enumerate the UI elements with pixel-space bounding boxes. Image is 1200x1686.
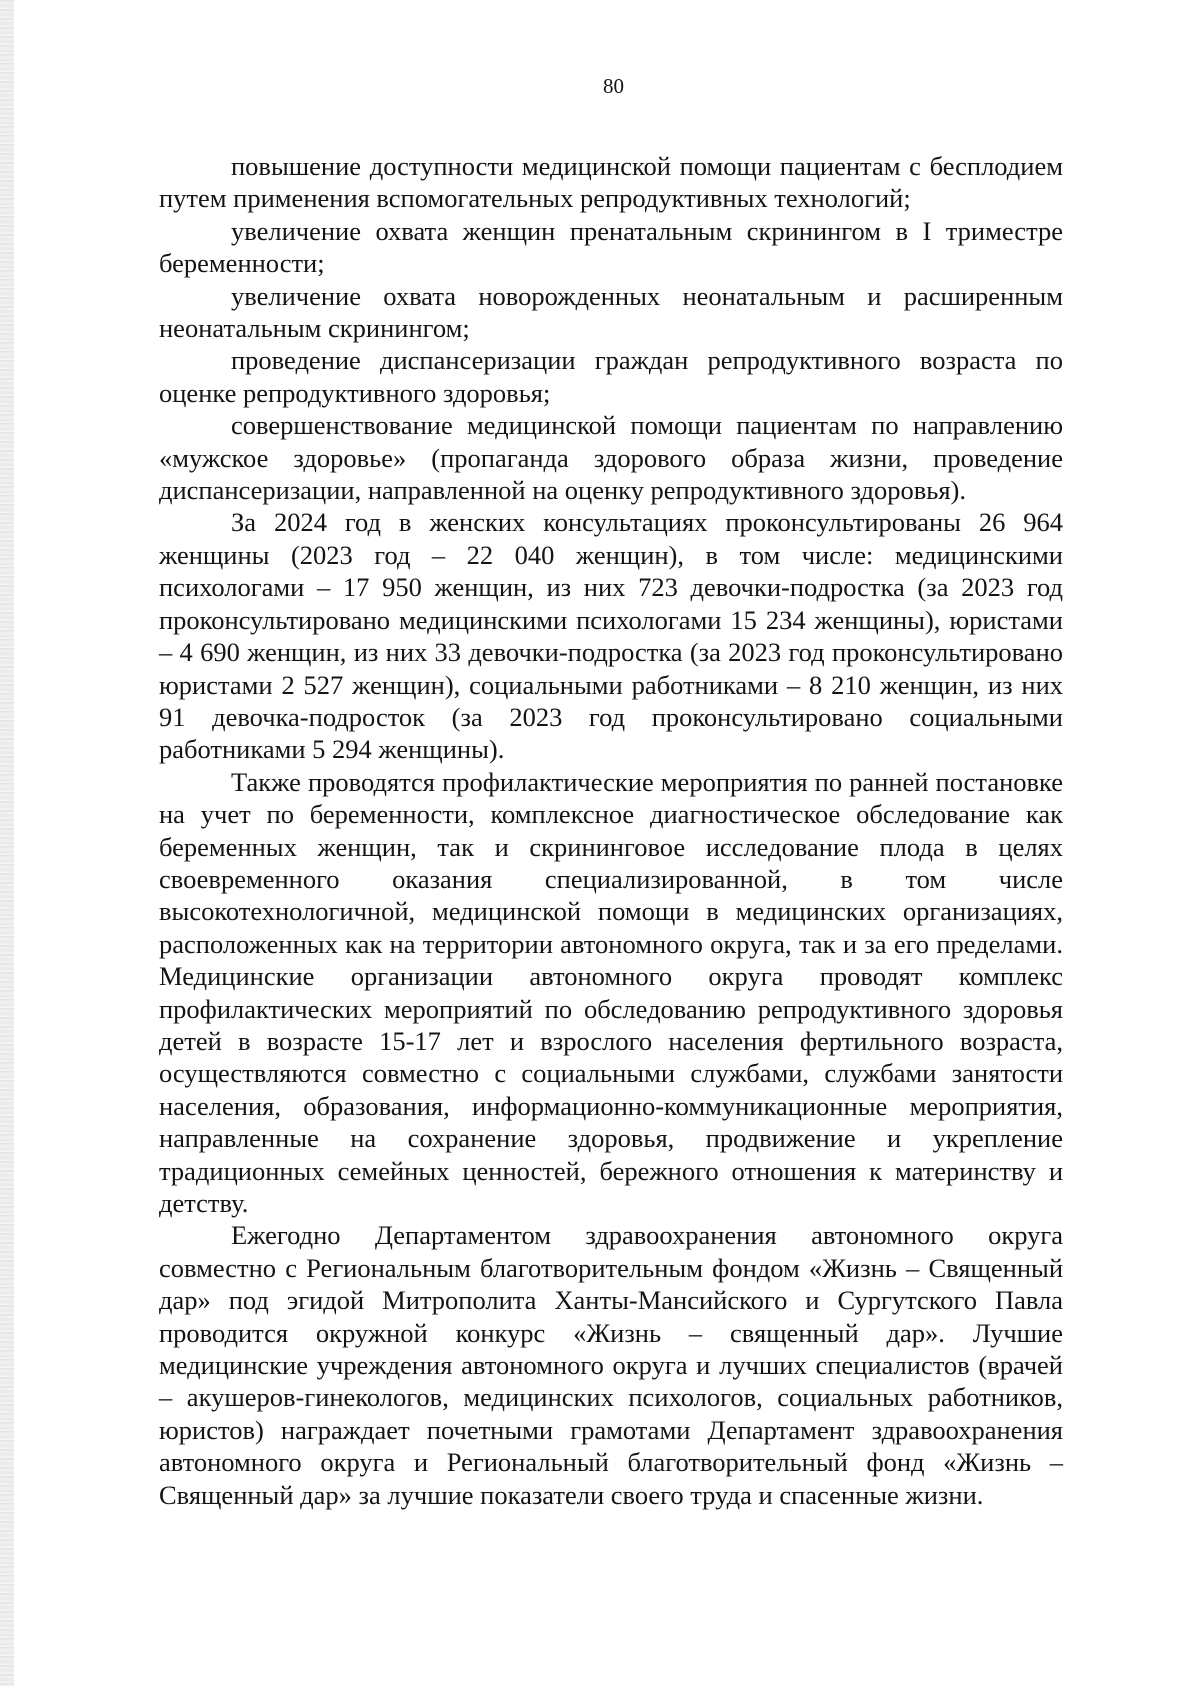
paragraph-consultations-2024: За 2024 год в женских консультациях проконсультированы 26 964 женщины (2023 год – 22 040 женщин), в том числе: медицинскими психологами – 17 950 женщин, из них 723 девочки-подростка (за 2023 год проконсультировано медицинскими психологами 15 234 женщины), юристами – 4 690 женщин, из них 33 девочки-подростка (за 2023 год проконсультировано юристами 2 527 женщин), социальными работниками – 8 210 женщин, из них 91 девочка-подросток (за 2023 год проконсультировано социальными работниками 5 294 женщины).	[159, 507, 1063, 765]
page-number: 80	[603, 74, 624, 98]
scan-edge	[0, 0, 14, 1686]
paragraph-art-fertility: повышение доступности медицинской помощи пациентам с бесплодием путем применения вспомогательных репродуктивных технологий;	[159, 151, 1063, 214]
document-body	[159, 150, 1063, 1511]
paragraph-mens-health: совершенствование медицинской помощи пациентам по направлению «мужское здоровье» (пропаганда здорового образа жизни, проведение диспансеризации, направленной на оценку репродуктивного здоровья).	[159, 410, 1063, 506]
paragraph-dispensarization: проведение диспансеризации граждан репродуктивного возраста по оценке репродуктивного здоровья;	[159, 345, 1063, 408]
paragraph-prenatal-screening: увеличение охвата женщин пренатальным скринингом в I триместре беременности;	[159, 215, 1063, 279]
paragraph-annual-contest: Ежегодно Департаментом здравоохранения автономного округа совместно с Региональным благотворительным фондом «Жизнь – Священный дар» под эгидой Митрополита Ханты-Мансийского и Сургутского Павла проводится окружной конкурс «Жизнь – священный дар». Лучшие медицинские учреждения автономного округа и лучших специалистов (врачей – акушеров-гинекологов, медицинских психологов, социальных работников, юристов) награждает почетными грамотами Департамент здравоохранения автономного округа и Региональный благотворительный фонд «Жизнь – Священный дар» за лучшие показатели своего труда и спасенные жизни.	[159, 1220, 1063, 1510]
paragraph-neonatal-screening: увеличение охвата новорожденных неонатальным и расширенным неонатальным скринингом;	[159, 280, 1063, 344]
paragraph-preventive-measures: Также проводятся профилактические мероприятия по ранней постановке на учет по беременности, комплексное диагностическое обследование как беременных женщин, так и скрининговое исследование плода в целях своевременного оказания специализированной, в том числе высокотехнологичной, медицинской помощи в медицинских организациях, расположенных как на территории автономного округа, так и за его пределами. Медицинские организации автономного округа проводят комплекс профилактических мероприятий по обследованию репродуктивного здоровья детей в возрасте 15-17 лет и взрослого населения фертильного возраста, осуществляются совместно с социальными службами, службами занятости населения, образования, информационно-коммуникационные мероприятия, направленные на сохранение здоровья, продвижение и укрепление традиционных семейных ценностей, бережного отношения к материнству и детству.	[159, 766, 1063, 1218]
